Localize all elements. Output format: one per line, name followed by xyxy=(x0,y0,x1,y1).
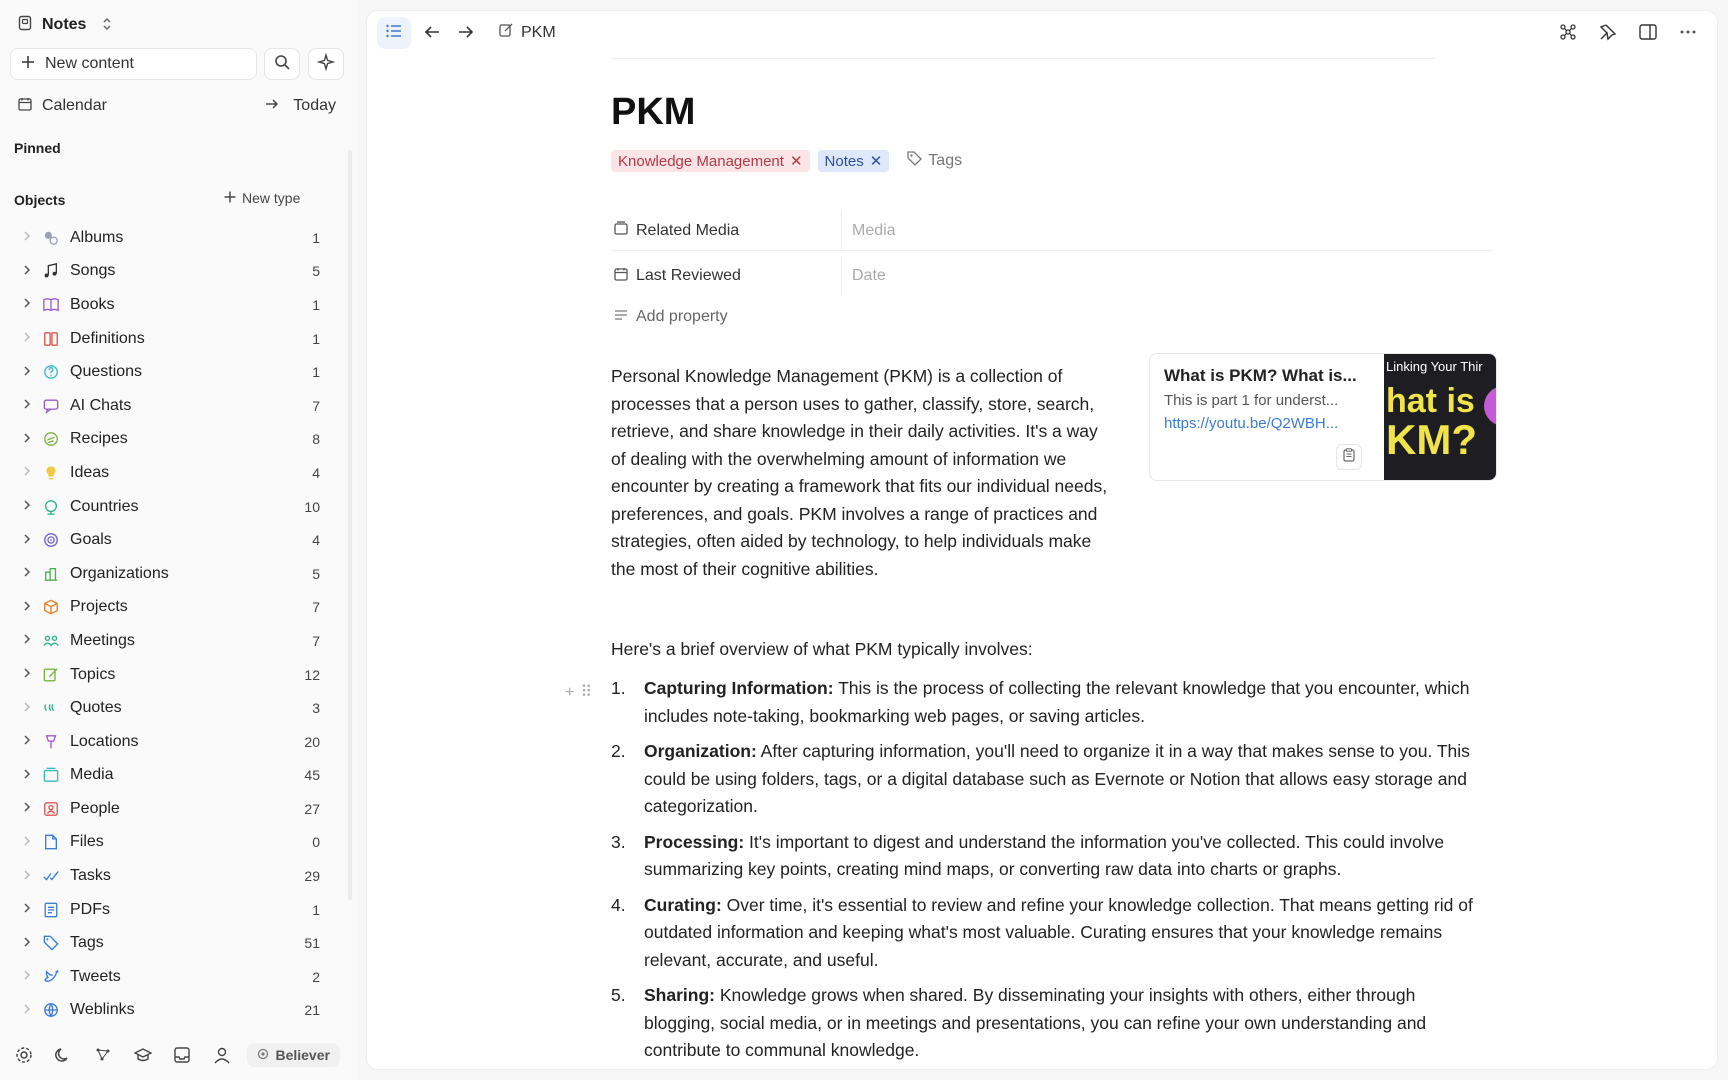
chevron-right-icon[interactable] xyxy=(20,600,34,615)
plus-icon xyxy=(21,55,35,74)
sidebar-item-topics[interactable] xyxy=(0,658,340,692)
sidebar xyxy=(0,0,358,1080)
new-content-button[interactable] xyxy=(10,48,257,80)
sidebar-item-label: Topics xyxy=(70,665,116,683)
media-icon xyxy=(42,766,60,784)
chevron-right-icon[interactable] xyxy=(20,1003,34,1018)
space-name: Notes xyxy=(42,16,87,33)
sidebar-item-label: Organizations xyxy=(70,564,169,582)
arrow-right-icon xyxy=(458,25,474,44)
add-property-button[interactable] xyxy=(614,308,728,326)
calendar-row[interactable] xyxy=(18,94,336,118)
chevron-right-icon[interactable] xyxy=(20,835,34,850)
sidebar-item-count: 4 xyxy=(312,532,320,549)
list-number: 2. xyxy=(611,741,626,761)
sidebar-item-label: Definitions xyxy=(70,329,145,347)
sidebar-item-label: Media xyxy=(70,766,114,784)
top-right-actions xyxy=(1557,21,1699,43)
sidebar-item-albums[interactable] xyxy=(0,221,340,255)
sidebar-item-goals[interactable] xyxy=(0,523,340,557)
sidebar-item-label: AI Chats xyxy=(70,396,132,414)
breadcrumb-title: PKM xyxy=(521,23,556,41)
sidebar-item-label: Albums xyxy=(70,228,124,246)
chevron-right-icon[interactable] xyxy=(20,264,34,279)
sidebar-item-definitions[interactable] xyxy=(0,322,340,356)
sidebar-item-label: Weblinks xyxy=(70,1001,135,1019)
sidebar-item-label: Quotes xyxy=(70,699,122,717)
sidebar-item-tags[interactable] xyxy=(0,926,340,960)
thumbnail-heading-2: KM? xyxy=(1386,416,1477,463)
sidebar-item-count: 29 xyxy=(304,868,320,885)
thumbnail-heading: hat is xyxy=(1386,382,1475,420)
sidebar-item-count: 51 xyxy=(304,935,320,952)
box-icon xyxy=(42,598,60,616)
sidebar-item-pdfs[interactable] xyxy=(0,893,340,927)
sidebar-item-organizations[interactable] xyxy=(0,557,340,591)
weblink-icon xyxy=(42,1001,60,1019)
sidebar-item-ai-chats[interactable] xyxy=(0,389,340,423)
list-icon xyxy=(386,24,402,43)
sidebar-item-count: 12 xyxy=(304,666,320,683)
target-icon xyxy=(42,531,60,549)
plus-icon xyxy=(224,190,236,206)
tag-chip[interactable] xyxy=(611,150,810,172)
property-value[interactable]: Media xyxy=(841,211,896,250)
page-title[interactable]: PKM xyxy=(611,91,696,133)
arrow-right-icon xyxy=(265,97,279,116)
property-related-media[interactable] xyxy=(611,211,1493,251)
chevron-right-icon[interactable] xyxy=(20,768,34,783)
list-term: Organization: xyxy=(644,741,757,761)
sidebar-item-count: 1 xyxy=(312,364,320,381)
calendar-icon xyxy=(18,97,32,116)
property-name-label: Last Reviewed xyxy=(636,267,741,284)
pdf-icon xyxy=(42,901,60,919)
sidebar-item-count: 21 xyxy=(304,1002,320,1019)
list-description: Knowledge grows when shared. By disseminating your insights with others, either through blogging, social media, or in meetings and presentations, you can refine your own understanding and contribute to communal knowledge. xyxy=(644,985,1427,1060)
chevron-right-icon[interactable] xyxy=(20,230,34,245)
list-item-text xyxy=(644,892,1491,975)
thumbnail-circle xyxy=(1484,386,1497,426)
sidebar-item-songs[interactable] xyxy=(0,255,340,289)
pin-icon xyxy=(42,733,60,751)
list-term: Curating: xyxy=(644,894,722,915)
chevron-right-icon[interactable] xyxy=(20,533,34,548)
new-content-label: New content xyxy=(45,55,134,72)
file-icon xyxy=(42,833,60,851)
globe-icon xyxy=(42,498,60,516)
sidebar-item-count: 5 xyxy=(312,565,320,582)
sidebar-item-countries[interactable] xyxy=(0,490,340,524)
bookmark-title: What is PKM? What is... xyxy=(1164,366,1357,385)
list-number: 1. xyxy=(611,678,626,698)
bookmark-card[interactable] xyxy=(1149,353,1497,481)
list-item[interactable] xyxy=(611,982,1491,1065)
list-description: This is the process of collecting the relevant knowledge that you encounter, which includes note-taking, bookmarking web pages, or saving articles. xyxy=(644,678,1470,726)
sidebar-item-count: 1 xyxy=(312,229,320,246)
sidebar-item-count: 20 xyxy=(304,733,320,750)
tags-button-label: Tags xyxy=(928,152,963,169)
person-icon xyxy=(42,800,60,818)
sidebar-item-label: Songs xyxy=(70,262,116,280)
list-item[interactable] xyxy=(611,892,1491,975)
objects-header: Objects xyxy=(14,192,66,208)
tag-icon xyxy=(42,934,60,952)
sidebar-item-label: Files xyxy=(70,833,104,851)
sidebar-item-count: 7 xyxy=(312,632,320,649)
copy-button[interactable] xyxy=(1336,444,1362,470)
chevron-right-icon[interactable] xyxy=(20,465,34,480)
moon-icon[interactable] xyxy=(50,1041,78,1069)
chevron-right-icon[interactable] xyxy=(20,667,34,682)
flame-icon xyxy=(257,1047,269,1063)
back-button[interactable] xyxy=(421,23,443,45)
sidebar-item-label: Tasks xyxy=(70,867,111,885)
chevron-right-icon[interactable] xyxy=(20,936,34,951)
bird-icon xyxy=(42,968,60,986)
list-term: Capturing Information: xyxy=(644,678,834,698)
inbox-icon[interactable] xyxy=(168,1041,196,1069)
numbered-list xyxy=(565,675,1491,1070)
toc-button[interactable] xyxy=(377,17,411,49)
definitions-icon xyxy=(42,330,60,348)
calendar-icon xyxy=(614,267,628,286)
sidebar-item-label: Meetings xyxy=(70,631,135,649)
bookmark-text xyxy=(1164,366,1364,432)
space-switcher[interactable] xyxy=(18,12,112,38)
search-button[interactable] xyxy=(264,48,300,80)
tag-label: Knowledge Management xyxy=(618,152,784,170)
list-item-text xyxy=(644,982,1491,1065)
sidebar-bottom-bar xyxy=(10,1038,340,1072)
thumbnail-caption: Linking Your Thir xyxy=(1386,359,1483,374)
chat-icon xyxy=(42,397,60,415)
sidebar-item-count: 0 xyxy=(312,834,320,851)
list-description: After capturing information, you'll need to organize it in a way that makes sense to you. This could be using folders, tags, or a digital database such as Evernote or Notion that allows easy storage and categorization. xyxy=(644,741,1470,816)
sidebar-item-quotes[interactable] xyxy=(0,691,340,725)
bookmark-url[interactable]: https://youtu.be/Q2WBH... xyxy=(1164,415,1339,432)
chevron-right-icon[interactable] xyxy=(20,701,34,716)
ai-button[interactable] xyxy=(308,48,344,80)
chevron-right-icon[interactable] xyxy=(20,566,34,581)
tag-row xyxy=(611,150,962,172)
pinned-header: Pinned xyxy=(14,140,61,156)
checkmarks-icon xyxy=(42,867,60,885)
graph-icon[interactable] xyxy=(89,1041,117,1069)
sidebar-item-tweets[interactable] xyxy=(0,960,340,994)
chevron-right-icon[interactable] xyxy=(20,432,34,447)
chevron-right-icon[interactable] xyxy=(20,297,34,312)
list-item[interactable] xyxy=(611,738,1491,821)
sidebar-item-count: 5 xyxy=(312,263,320,280)
music-note-icon xyxy=(42,262,60,280)
sidebar-item-label: People xyxy=(70,799,120,817)
sidebar-item-media[interactable] xyxy=(0,759,340,793)
add-tags-button[interactable] xyxy=(907,151,962,171)
sidebar-item-count: 2 xyxy=(312,968,320,985)
new-type-button[interactable] xyxy=(224,190,300,206)
chevron-right-icon[interactable] xyxy=(20,869,34,884)
sidebar-scrollbar[interactable] xyxy=(348,150,352,900)
list-term: Sharing: xyxy=(644,985,715,1005)
arrow-left-icon xyxy=(424,25,440,44)
media-icon xyxy=(614,221,628,240)
breadcrumb[interactable] xyxy=(499,23,556,42)
chevron-updown-icon xyxy=(102,17,112,34)
sidebar-item-count: 3 xyxy=(312,700,320,717)
plan-label: Believer xyxy=(275,1047,330,1063)
question-icon xyxy=(42,363,60,381)
list-number: 5. xyxy=(611,985,626,1005)
search-icon xyxy=(274,54,290,75)
bookmark-description: This is part 1 for underst... xyxy=(1164,392,1339,409)
list-item[interactable] xyxy=(611,829,1491,884)
sidebar-item-tasks[interactable] xyxy=(0,859,340,893)
block-handle[interactable] xyxy=(565,679,592,707)
sidebar-item-meetings[interactable] xyxy=(0,624,340,658)
list-item-text xyxy=(644,738,1491,821)
drag-handle-icon[interactable]: ⠿ xyxy=(580,684,593,701)
calendar-label: Calendar xyxy=(42,97,107,114)
close-icon[interactable]: ✕ xyxy=(869,153,883,170)
today-label: Today xyxy=(293,97,336,114)
note-icon xyxy=(499,23,513,42)
tag-icon xyxy=(907,151,922,171)
chevron-right-icon[interactable] xyxy=(20,801,34,816)
sidebar-item-books[interactable] xyxy=(0,288,340,322)
recipe-icon xyxy=(42,430,60,448)
sidebar-item-count: 4 xyxy=(312,464,320,481)
sidebar-item-label: Tweets xyxy=(70,967,121,985)
close-icon[interactable]: ✕ xyxy=(789,153,803,170)
sidebar-item-count: 1 xyxy=(312,330,320,347)
add-property-label: Add property xyxy=(636,308,728,325)
building-icon xyxy=(42,565,60,583)
lightbulb-icon xyxy=(42,464,60,482)
album-icon xyxy=(42,229,60,247)
new-type-label: New type xyxy=(242,190,301,206)
quote-icon xyxy=(42,699,60,717)
sidebar-item-label: Ideas xyxy=(70,463,110,481)
chevron-right-icon[interactable] xyxy=(20,365,34,380)
sidebar-item-count: 7 xyxy=(312,397,320,414)
sidebar-item-count: 1 xyxy=(312,901,320,918)
tag-chip[interactable] xyxy=(818,150,890,172)
sidebar-item-recipes[interactable] xyxy=(0,423,340,457)
magic-wand-icon xyxy=(317,53,335,76)
sidebar-item-label: Questions xyxy=(70,363,143,381)
property-name xyxy=(611,267,841,286)
chevron-right-icon[interactable] xyxy=(20,398,34,413)
tag-label: Notes xyxy=(824,152,864,170)
sidebar-item-questions[interactable] xyxy=(0,355,340,389)
space-icon xyxy=(18,15,32,36)
sidebar-item-label: Goals xyxy=(70,531,112,549)
top-toolbar xyxy=(367,11,1717,55)
plus-icon[interactable]: + xyxy=(565,684,575,701)
property-name xyxy=(611,221,841,240)
chevron-right-icon[interactable] xyxy=(20,331,34,346)
sidebar-item-count: 27 xyxy=(304,800,320,817)
chevron-right-icon[interactable] xyxy=(20,902,34,917)
property-value[interactable]: Date xyxy=(841,256,886,296)
intro-paragraph[interactable]: Personal Knowledge Management (PKM) is a collection of processes that a person uses to gather, classify, store, search, retrieve, and share knowledge in their daily activities. It's a way of dealing with the overwhelming amount of information we encounter by creating a framework that fits our individual needs, preferences, and goals. PKM involves a range of practices and strategies, often aided by technology, to help individuals make the most of their cognitive abilities. xyxy=(611,366,1108,579)
user-icon[interactable] xyxy=(208,1041,236,1069)
pin-icon[interactable] xyxy=(1597,21,1619,43)
list-item[interactable] xyxy=(565,675,1491,730)
sidebar-item-files[interactable] xyxy=(0,826,340,860)
sidebar-item-projects[interactable] xyxy=(0,591,340,625)
bookmark-thumbnail xyxy=(1384,354,1497,481)
people-icon xyxy=(42,632,60,650)
chevron-right-icon[interactable] xyxy=(20,499,34,514)
sidebar-item-count: 45 xyxy=(304,767,320,784)
gear-icon[interactable] xyxy=(10,1041,38,1069)
list-term: Processing: xyxy=(644,831,745,852)
graduation-cap-icon[interactable] xyxy=(129,1041,157,1069)
object-type-list xyxy=(0,221,340,1027)
today-button[interactable] xyxy=(265,97,336,116)
list-number: 3. xyxy=(611,831,626,852)
book-icon xyxy=(42,296,60,314)
chevron-right-icon[interactable] xyxy=(20,734,34,749)
sidebar-item-people[interactable] xyxy=(0,792,340,826)
editor-pane xyxy=(366,10,1718,1070)
chevron-right-icon[interactable] xyxy=(20,969,34,984)
plan-badge[interactable] xyxy=(247,1043,339,1067)
sidebar-item-weblinks[interactable] xyxy=(0,994,340,1028)
sidebar-item-label: Tags xyxy=(70,934,104,952)
list-item-text xyxy=(644,675,1491,730)
sidebar-item-label: Books xyxy=(70,295,115,313)
sidebar-item-locations[interactable] xyxy=(0,725,340,759)
graph-view-icon[interactable] xyxy=(1557,21,1579,43)
chevron-right-icon[interactable] xyxy=(20,633,34,648)
property-last-reviewed[interactable] xyxy=(611,256,1493,296)
clipboard-icon xyxy=(1343,448,1355,467)
list-item-text xyxy=(644,829,1491,884)
sidebar-item-count: 1 xyxy=(312,296,320,313)
add-list-icon xyxy=(614,308,628,326)
sidebar-item-ideas[interactable] xyxy=(0,456,340,490)
sidebar-toggle-icon[interactable] xyxy=(1637,21,1659,43)
property-name-label: Related Media xyxy=(636,221,740,239)
sidebar-item-label: PDFs xyxy=(70,900,110,918)
forward-button[interactable] xyxy=(455,23,477,45)
sidebar-item-label: Locations xyxy=(70,732,139,750)
sidebar-item-label: Countries xyxy=(70,497,139,515)
overview-text[interactable]: Here's a brief overview of what PKM typically involves: xyxy=(611,639,1033,659)
edit-icon xyxy=(42,666,60,684)
sidebar-item-count: 8 xyxy=(312,431,320,448)
list-description: Over time, it's essential to review and refine your knowledge collection. That means getting rid of outdated information and keeping what's most valuable. Curating ensures that your knowledge remains relevant, accurate, and useful. xyxy=(644,894,1473,970)
sidebar-item-label: Projects xyxy=(70,598,128,616)
more-icon[interactable] xyxy=(1677,21,1699,43)
list-number: 4. xyxy=(611,894,626,915)
header-divider xyxy=(611,58,1435,59)
sidebar-item-count: 7 xyxy=(312,599,320,616)
sidebar-item-count: 10 xyxy=(304,498,320,515)
list-description: It's important to digest and understand the information you've collected. This could involve summarizing key points, creating mind maps, or converting raw data into charts or graphs. xyxy=(644,831,1445,879)
sidebar-item-label: Recipes xyxy=(70,430,128,448)
